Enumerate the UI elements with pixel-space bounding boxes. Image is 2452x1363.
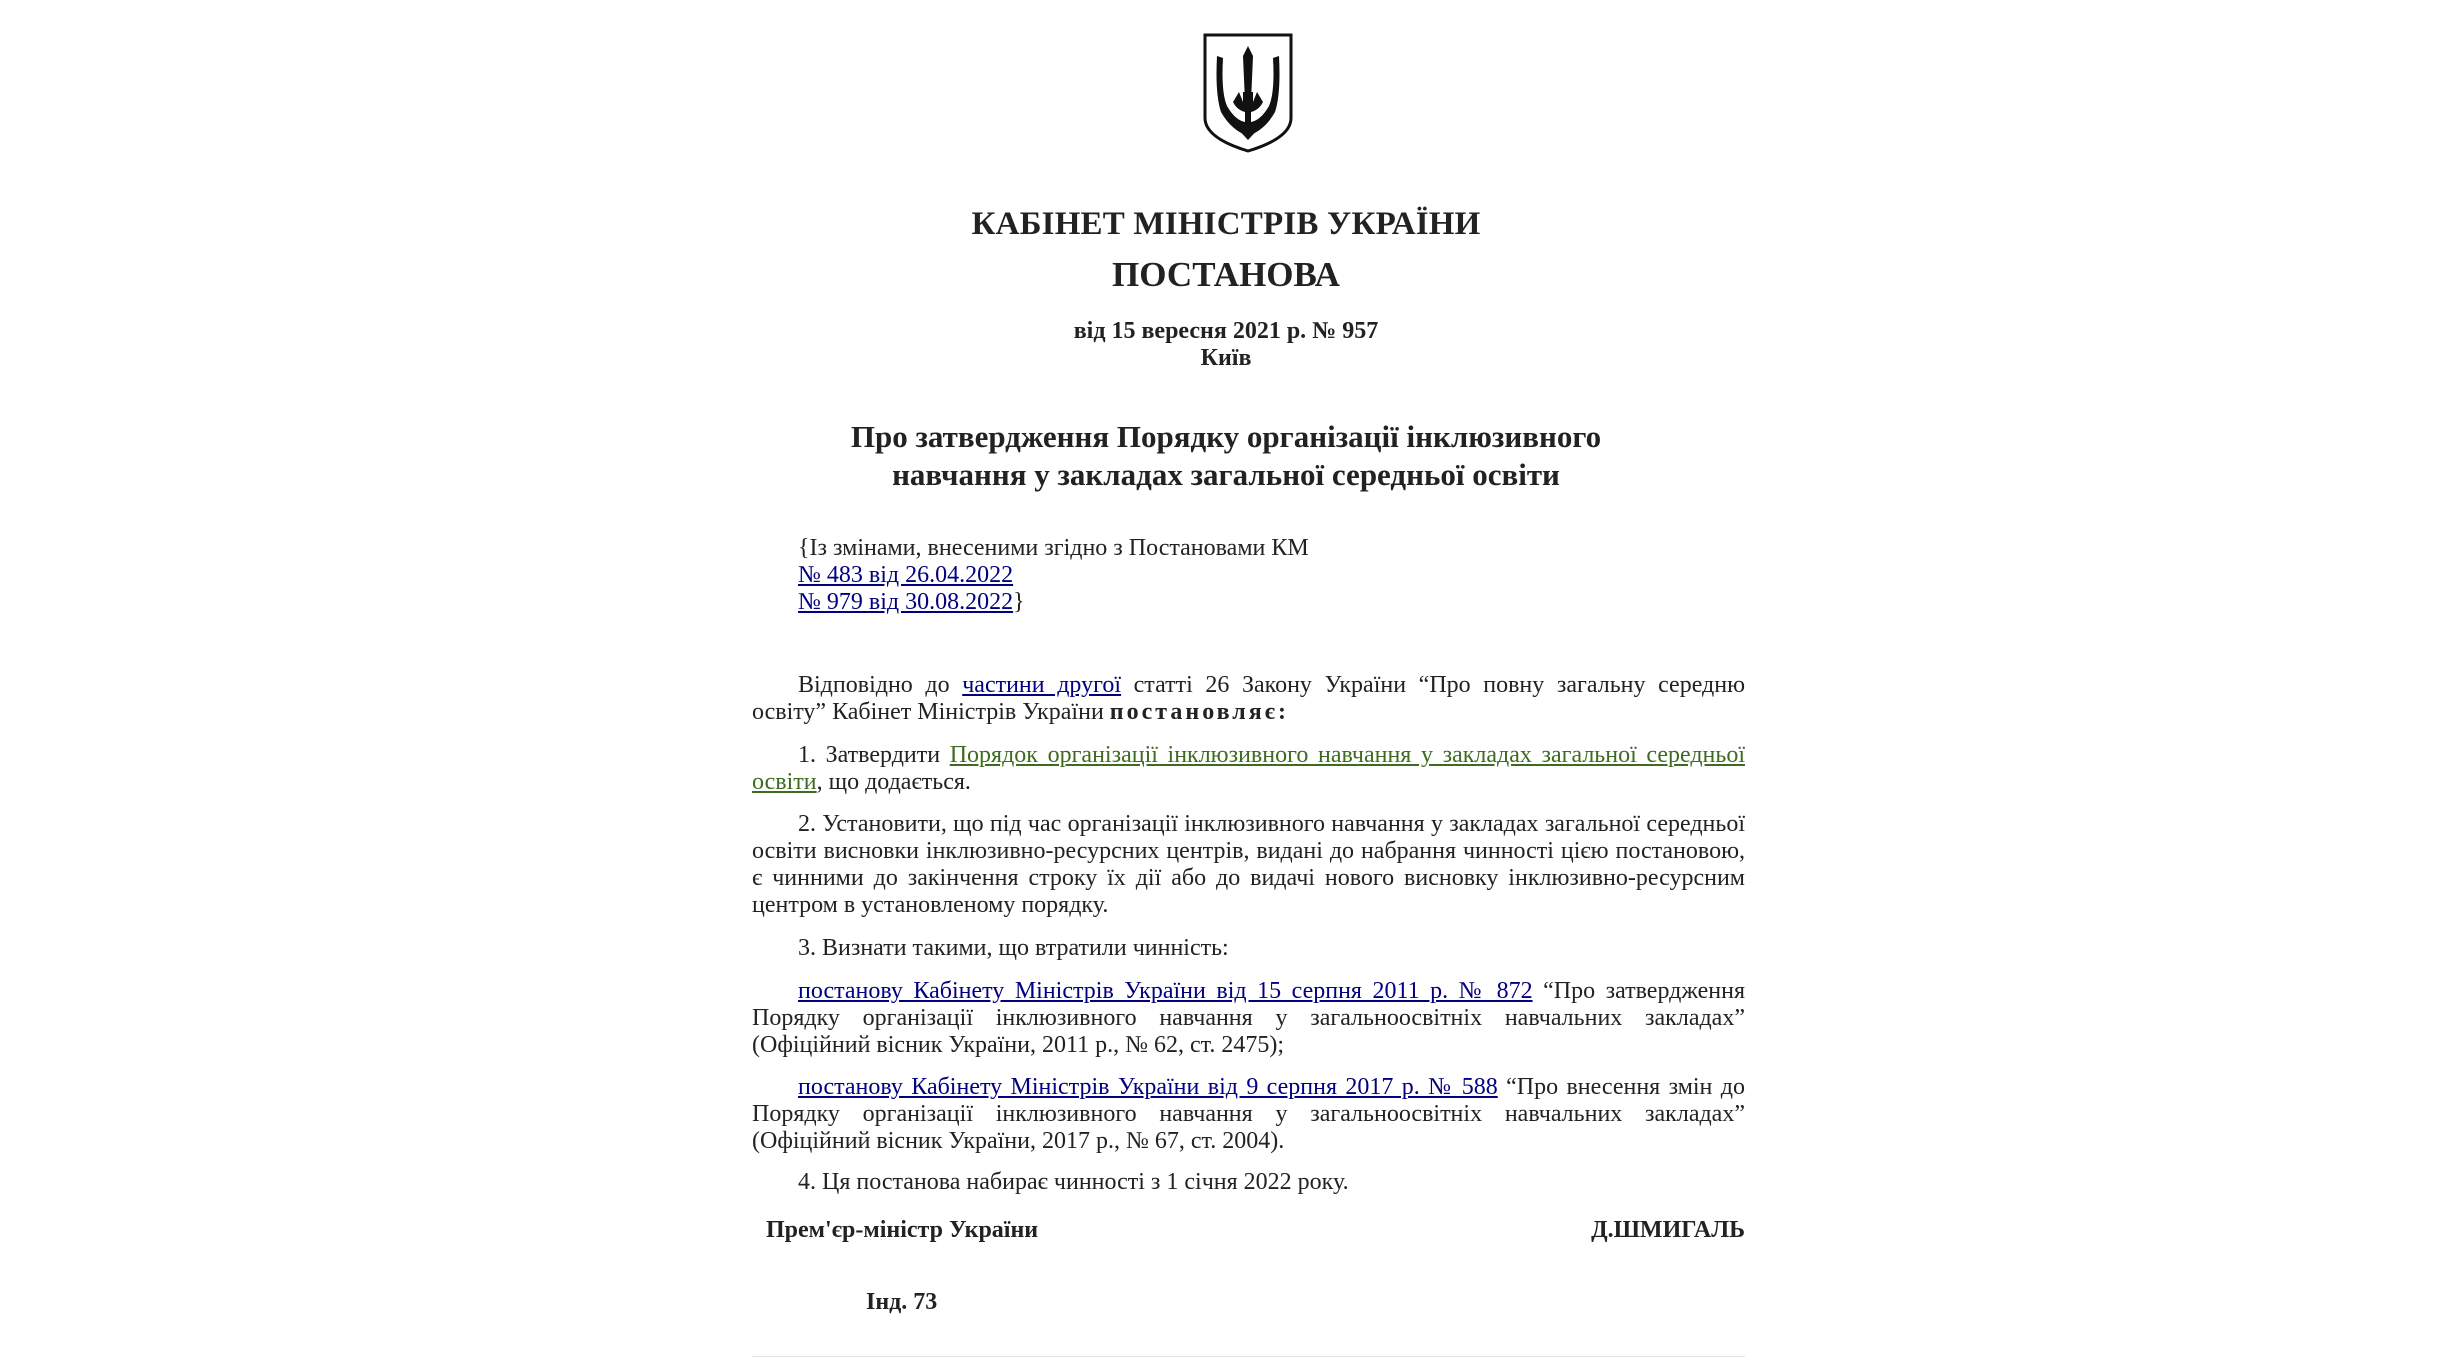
signatory-position: Прем'єр-міністр України xyxy=(766,1217,1039,1243)
document-city: Київ xyxy=(1200,345,1252,371)
amendment-link-979[interactable]: № 979 від 30.08.2022 xyxy=(798,589,1014,615)
repealed-resolution-872-link[interactable]: постанову Кабінету Міністрів України від 15 серпня 2011 р. № 872 xyxy=(798,978,1533,1004)
repealed-item-2 xyxy=(752,1074,1745,1155)
repealed-resolution-588-link[interactable]: постанову Кабінету Міністрів України від 9 серпня 2017 р. № 588 xyxy=(798,1074,1498,1100)
document-index: Інд. 73 xyxy=(866,1289,938,1315)
repealed-item-2-text: “Про внесення змін до Порядку організації інклюзивного навчання у загальноосвітніх навчальних закладах” (Офіційний вісник України, 2017 р., № 67, ст. 2004). xyxy=(752,1074,1745,1154)
amendments-closing: } xyxy=(1013,589,1025,615)
document-date-number: від 15 вересня 2021 р. № 957 xyxy=(1073,318,1379,344)
preamble-paragraph xyxy=(752,672,1745,726)
organization-name: КАБІНЕТ МІНІСТРІВ УКРАЇНИ xyxy=(971,206,1481,242)
decree-word: постановляє: xyxy=(1109,699,1290,725)
footer-divider xyxy=(752,1356,1745,1357)
item-3-paragraph: 3. Визнати такими, що втратили чинність: xyxy=(798,935,1229,961)
item-2-paragraph: 2. Установити, що під час організації інклюзивного навчання у закладах загальної середньої освіти висновки інклюзивно-ресурсних центрів, видані до набрання чинності цією постановою, є чинними до закінчення строку їх дії або до видачі нового висновку інклюзивно-ресурсним центром в установленому порядку. xyxy=(752,811,1745,918)
document-type: ПОСТАНОВА xyxy=(1112,255,1340,294)
amendments-note xyxy=(798,535,1498,616)
item-1-text-start: 1. Затвердити xyxy=(798,742,950,768)
item-1-text-end: , що додається. xyxy=(816,769,971,795)
amendments-intro: {Із змінами, внесеними згідно з Постановами КМ xyxy=(798,535,1309,561)
repealed-item-1-text: “Про затвердження Порядку організації інклюзивного навчання у загальноосвітніх навчальних закладах” (Офіційний вісник України, 2011 р., № 62, ст. 2475); xyxy=(752,978,1745,1058)
repealed-item-1 xyxy=(752,978,1745,1059)
preamble-text-start: Відповідно до xyxy=(798,672,963,698)
title-line-2: навчання у закладах загальної середньої освіти xyxy=(892,457,1560,492)
law-part-link[interactable]: частини другої xyxy=(962,672,1122,698)
document-title xyxy=(0,418,2452,494)
item-4-paragraph: 4. Ця постанова набирає чинності з 1 січня 2022 року. xyxy=(798,1169,1349,1195)
title-line-1: Про затвердження Порядку організації інклюзивного xyxy=(850,419,1602,454)
tryzub-coat-of-arms-icon xyxy=(1201,32,1295,154)
procedure-link[interactable]: Порядок організації інклюзивного навчання у закладах загальної середньої освіти xyxy=(752,742,1745,795)
signatory-name: Д.ШМИГАЛЬ xyxy=(1591,1217,1745,1243)
amendment-link-483[interactable]: № 483 від 26.04.2022 xyxy=(798,562,1014,588)
item-1-paragraph xyxy=(752,742,1745,796)
preamble-text-middle: статті 26 Закону України “Про повну загальну середню освіту” Кабінет Міністрів України xyxy=(752,672,1746,725)
